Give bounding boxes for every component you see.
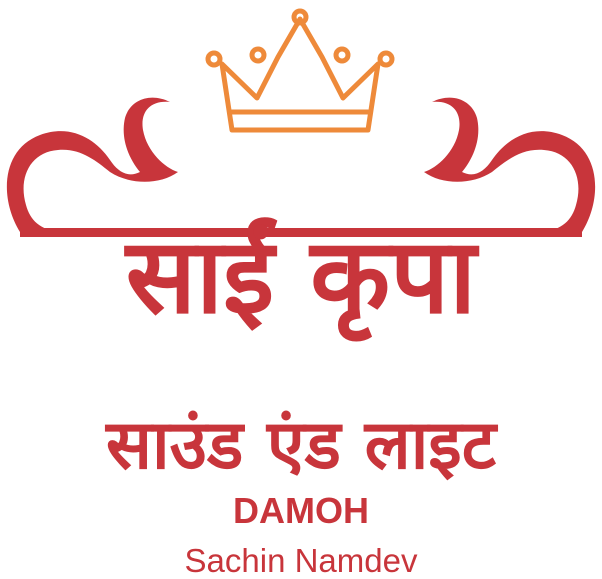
brand-subtitle: साउंड एंड लाइट xyxy=(106,406,496,485)
crown-icon xyxy=(208,11,392,130)
owner-name: Sachin Namdev xyxy=(184,542,418,579)
city-label: DAMOH xyxy=(233,490,369,531)
brand-title: साईं कृपा xyxy=(125,215,477,337)
